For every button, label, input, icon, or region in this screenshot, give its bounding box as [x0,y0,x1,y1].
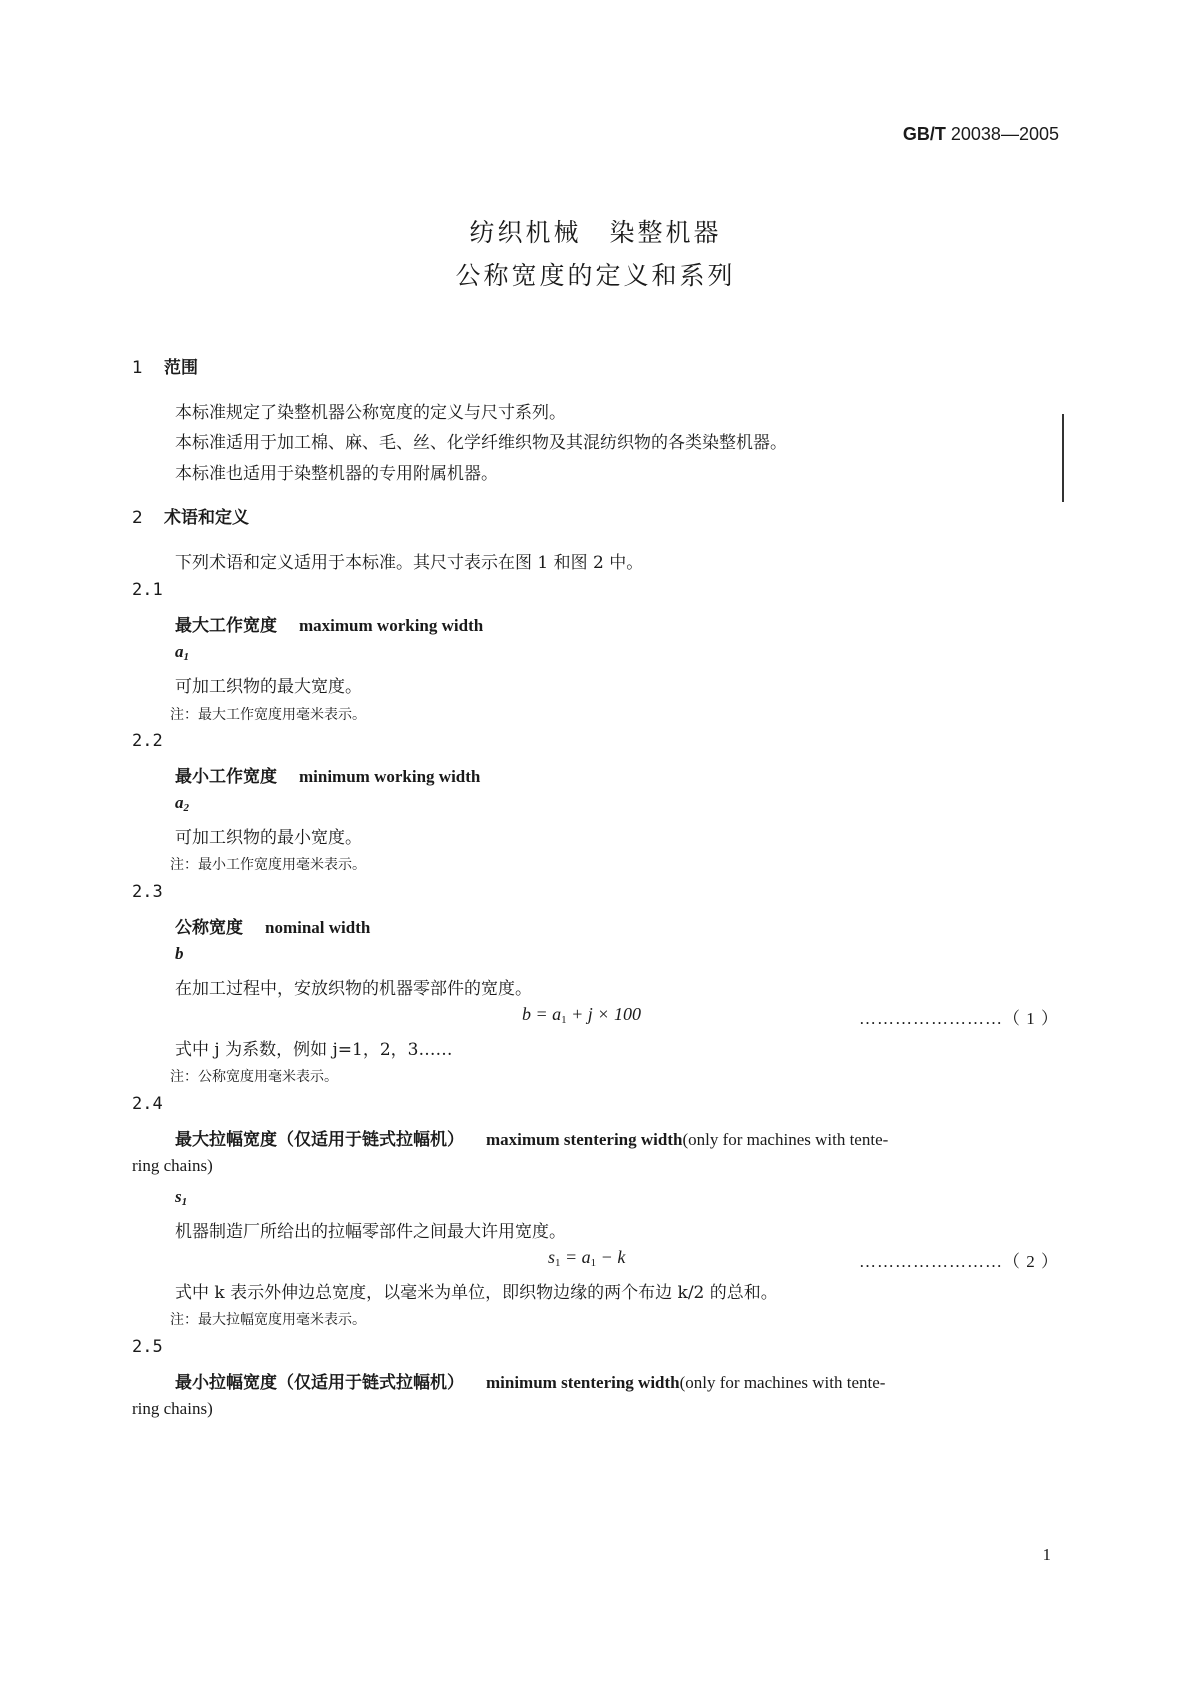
term-symbol: $s_1$ [175,1187,188,1208]
term-en: maximum stentering width [486,1130,683,1149]
formula-explanation: 式中 k 表示外伸边总宽度，以毫米为单位，即织物边缘的两个布边 k/2 的总和。 [175,1283,778,1303]
clause-number: 2.4 [132,1094,163,1114]
term-note: 注：公称宽度用毫米表示。 [170,1069,338,1085]
term-heading [175,1368,885,1393]
term-symbol: $a_2$ [175,793,189,814]
term-en-qualifier: (only for machines with tente- [682,1130,889,1149]
page-number: 1 [1042,1545,1051,1564]
standard-code [903,124,1059,145]
term-zh: 最大工作宽度 [175,616,277,636]
term-symbol: b [175,944,184,963]
clause-number: 2.3 [132,882,163,902]
term-heading [175,762,480,787]
section-title: 术语和定义 [164,508,249,528]
scope-paragraph-1: 本标准规定了染整机器公称宽度的定义与尺寸系列。 [175,403,566,423]
section-number: 2 [132,508,143,528]
term-definition: 可加工织物的最大宽度。 [175,677,362,697]
term-heading [175,1125,888,1150]
term-definition: 在加工过程中，安放织物的机器零部件的宽度。 [175,979,532,999]
term-definition: 可加工织物的最小宽度。 [175,828,362,848]
term-symbol: $a_1$ [175,642,189,663]
revision-bar [1062,414,1064,502]
standard-prefix: GB/T [902,124,946,144]
term-note: 注：最小工作宽度用毫米表示。 [170,857,366,873]
clause-number: 2.1 [132,580,163,600]
term-heading [175,913,370,938]
document-title-line-1: 纺织机械 染整机器 [469,218,722,247]
term-zh: 最大拉幅宽度（仅适用于链式拉幅机） [175,1130,464,1150]
term-en: minimum working width [299,767,481,786]
standard-number: 20038—2005 [950,124,1059,144]
term-heading [175,611,483,636]
term-en: nominal width [265,918,371,937]
term-note: 注：最大工作宽度用毫米表示。 [170,707,366,723]
section-number: 1 [132,358,143,378]
term-zh: 公称宽度 [175,918,243,938]
section-title: 范围 [164,358,198,378]
term-note: 注：最大拉幅宽度用毫米表示。 [170,1312,366,1328]
clause-number: 2.2 [132,731,163,751]
formula-explanation: 式中 j 为系数，例如 j=1，2，3…… [175,1040,453,1060]
section-1-heading [132,353,198,378]
term-en-continuation: ring chains) [132,1156,213,1175]
formula-1: $b = a_1 + j \times 100$ [522,1004,641,1026]
scope-paragraph-3: 本标准也适用于染整机器的专用附属机器。 [175,464,498,484]
term-zh: 最小拉幅宽度（仅适用于链式拉幅机） [175,1373,464,1393]
term-en: minimum stentering width [486,1373,680,1392]
document-title-line-2: 公称宽度的定义和系列 [455,261,736,290]
equation-label-1: ……………………（ 1 ） [859,1009,1059,1028]
term-en-qualifier: (only for machines with tente- [679,1373,886,1392]
term-en-continuation: ring chains) [132,1399,213,1418]
term-en: maximum working width [299,616,484,635]
term-zh: 最小工作宽度 [175,767,277,787]
equation-label-2: ……………………（ 2 ） [859,1252,1059,1271]
clause-number: 2.5 [132,1337,163,1357]
scope-paragraph-2: 本标准适用于加工棉、麻、毛、丝、化学纤维织物及其混纺织物的各类染整机器。 [175,433,787,453]
term-definition: 机器制造厂所给出的拉幅零部件之间最大许用宽度。 [175,1222,566,1242]
terms-intro: 下列术语和定义适用于本标准。其尺寸表示在图 1 和图 2 中。 [175,553,644,573]
section-2-heading [132,503,249,528]
formula-2: $s_1 = a_1 - k$ [548,1247,626,1269]
